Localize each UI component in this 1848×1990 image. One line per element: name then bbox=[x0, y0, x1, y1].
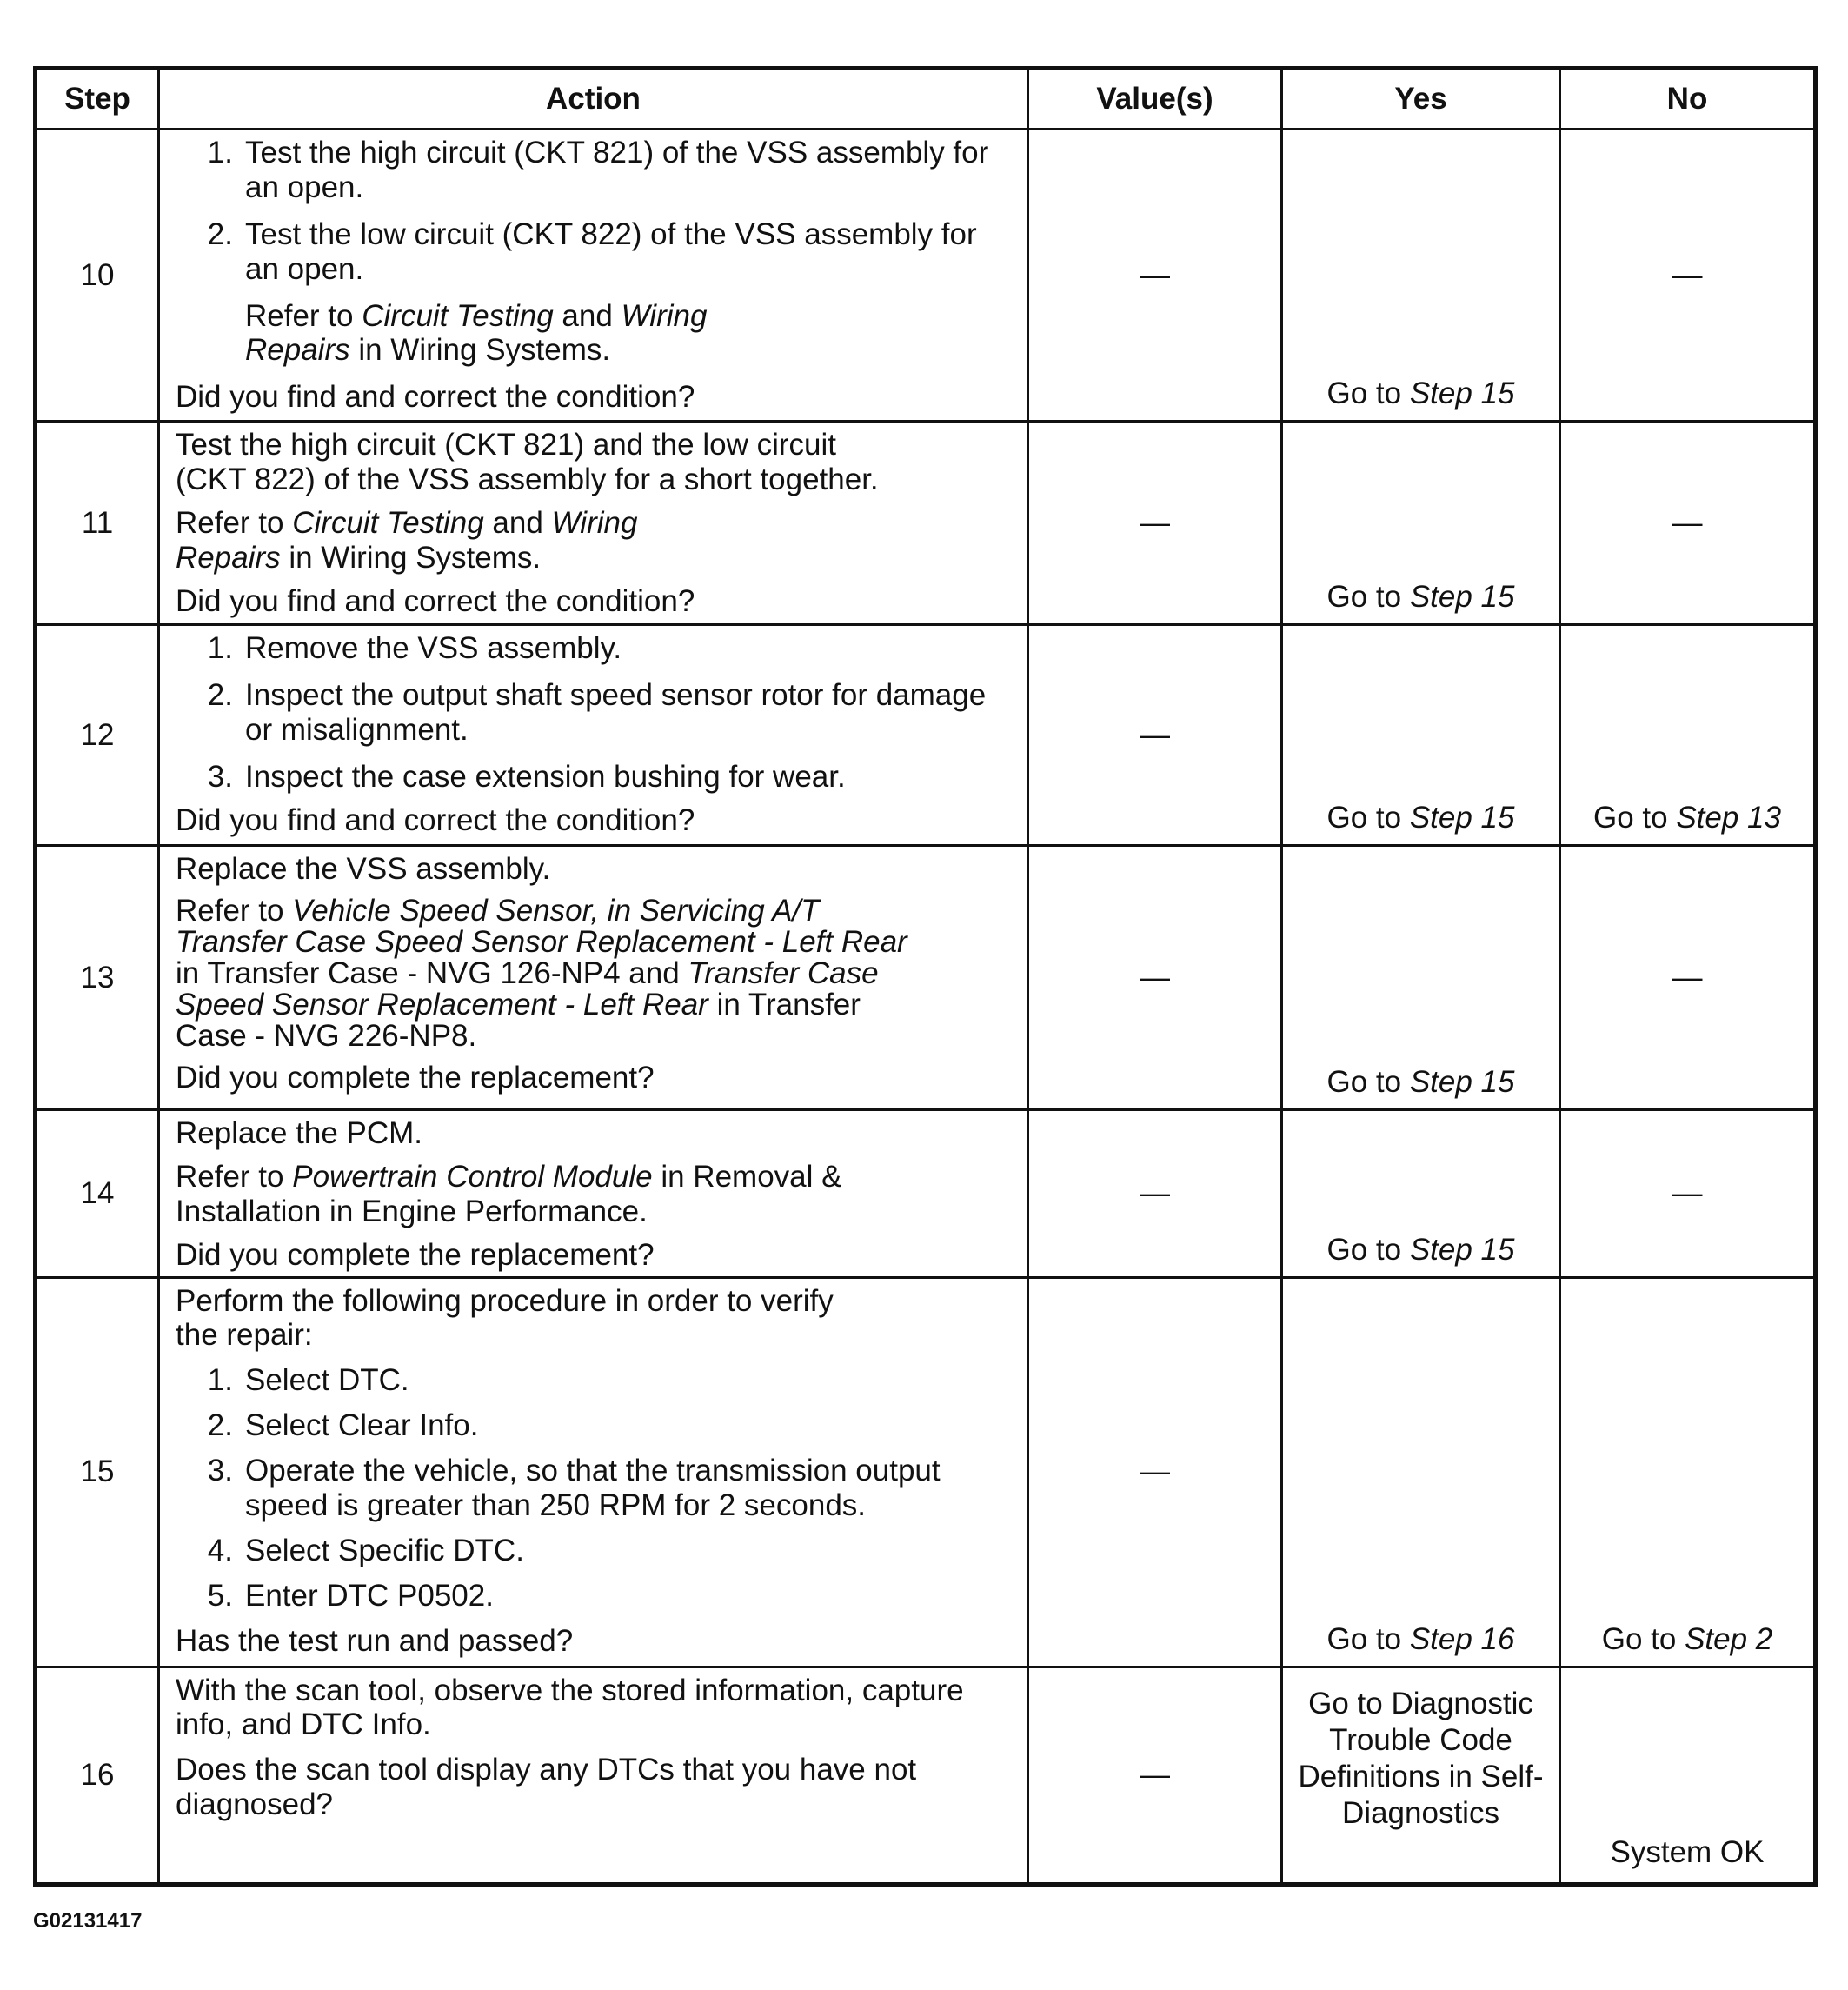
table-row bbox=[36, 1277, 1816, 1667]
step-number: 12 bbox=[36, 625, 159, 846]
list-item bbox=[176, 1534, 1014, 1568]
action-text: With the scan tool, observe the stored information, capture info, and DTC Info. bbox=[176, 1673, 964, 1742]
reference-link: Circuit Testing bbox=[362, 298, 554, 333]
action-text: Replace the PCM. bbox=[176, 1116, 423, 1150]
action-question: Did you find and correct the condition? bbox=[176, 583, 695, 618]
list-item bbox=[176, 1454, 1014, 1523]
yes-cell: Go to Step 15 bbox=[1282, 422, 1560, 625]
reference-text: Refer to Powertrain Control Module in Removal & Installation in Engine Performance. bbox=[176, 1159, 842, 1228]
reference-text: Refer to Circuit Testing and Wiring Repairs in Wiring Systems. bbox=[176, 505, 638, 575]
header-action: Action bbox=[159, 69, 1028, 130]
value-cell: — bbox=[1028, 1110, 1282, 1278]
table-row bbox=[36, 422, 1816, 625]
list-text: Select Clear Info. bbox=[245, 1408, 479, 1443]
table-row bbox=[36, 846, 1816, 1110]
step-number: 15 bbox=[36, 1277, 159, 1667]
step-number: 11 bbox=[36, 422, 159, 625]
diagnostic-table bbox=[33, 66, 1818, 1887]
list-item bbox=[176, 1579, 1014, 1614]
list-text: Inspect the case extension bushing for wear. bbox=[245, 759, 846, 794]
table-row bbox=[36, 1110, 1816, 1278]
action-text: Perform the following procedure in order to verify the repair: bbox=[176, 1283, 834, 1353]
action-text: Test the high circuit (CKT 821) and the low circuit (CKT 822) of the VSS assembly for a short together. bbox=[176, 428, 879, 496]
no-cell: — bbox=[1560, 130, 1816, 422]
list-item bbox=[176, 217, 1014, 287]
header-values: Value(s) bbox=[1028, 69, 1282, 130]
list-number: 5. bbox=[207, 1578, 233, 1613]
list-item bbox=[176, 1363, 1014, 1398]
yes-cell: Go to Diagnostic Trouble Code Definitions in Self-Diagnostics bbox=[1282, 1667, 1560, 1884]
value-cell: — bbox=[1028, 1667, 1282, 1884]
list-text: Select DTC. bbox=[245, 1363, 409, 1398]
list-number: 3. bbox=[207, 1454, 233, 1488]
table-row bbox=[36, 1667, 1816, 1884]
yes-cell: Go to Step 15 bbox=[1282, 846, 1560, 1110]
action-question: Did you complete the replacement? bbox=[176, 1237, 655, 1272]
list-item bbox=[176, 1408, 1014, 1443]
no-cell: System OK bbox=[1560, 1667, 1816, 1884]
action-cell bbox=[159, 1667, 1028, 1884]
yes-cell: Go to Step 15 bbox=[1282, 625, 1560, 846]
action-question: Does the scan tool display any DTCs that you have not diagnosed? bbox=[176, 1753, 917, 1822]
no-cell: — bbox=[1560, 1110, 1816, 1278]
action-cell bbox=[159, 625, 1028, 846]
action-cell bbox=[159, 1277, 1028, 1667]
list-item bbox=[176, 631, 1014, 666]
list-text: Operate the vehicle, so that the transmission output speed is greater than 250 RPM for 2 seconds. bbox=[245, 1454, 941, 1523]
list-number: 2. bbox=[207, 1408, 233, 1443]
header-step: Step bbox=[36, 69, 159, 130]
step-number: 16 bbox=[36, 1667, 159, 1884]
action-question: Did you complete the replacement? bbox=[176, 1061, 655, 1095]
value-cell: — bbox=[1028, 625, 1282, 846]
reference-link: Transfer Case Speed Sensor Replacement - Left Rear bbox=[176, 955, 879, 1022]
table-row bbox=[36, 130, 1816, 422]
value-cell: — bbox=[1028, 846, 1282, 1110]
action-list bbox=[176, 1363, 1014, 1613]
list-number: 4. bbox=[207, 1533, 233, 1567]
action-cell bbox=[159, 1110, 1028, 1278]
list-number: 2. bbox=[207, 677, 233, 712]
no-cell: — bbox=[1560, 846, 1816, 1110]
no-cell: Go to Step 13 bbox=[1560, 625, 1816, 846]
list-item bbox=[176, 678, 1014, 748]
list-text: Inspect the output shaft speed sensor rotor for damage or misalignment. bbox=[245, 677, 987, 747]
action-text: Replace the VSS assembly. bbox=[176, 852, 551, 886]
reference-link: Circuit Testing bbox=[292, 505, 484, 540]
reference-link: Wiring Repairs bbox=[245, 298, 708, 368]
reference-text: Refer to Circuit Testing and Wiring Repairs in Wiring Systems. bbox=[245, 298, 708, 368]
action-question: Has the test run and passed? bbox=[176, 1623, 574, 1658]
action-cell bbox=[159, 130, 1028, 422]
yes-cell: Go to Step 16 bbox=[1282, 1277, 1560, 1667]
list-number: 1. bbox=[207, 631, 233, 665]
figure-id: G02131417 bbox=[33, 1909, 143, 1933]
table-row bbox=[36, 625, 1816, 846]
list-text: Select Specific DTC. bbox=[245, 1533, 524, 1567]
action-list bbox=[176, 136, 1014, 287]
value-cell: — bbox=[1028, 130, 1282, 422]
list-text: Test the high circuit (CKT 821) of the VSS assembly for an open. bbox=[245, 136, 989, 204]
reference-link: Vehicle Speed Sensor, in Servicing A/T Transfer Case Speed Sensor Replacement - Left Rear bbox=[176, 893, 907, 959]
no-cell: — bbox=[1560, 422, 1816, 625]
step-number: 10 bbox=[36, 130, 159, 422]
list-number: 1. bbox=[207, 136, 233, 170]
action-question: Did you find and correct the condition? bbox=[176, 380, 695, 415]
list-number: 3. bbox=[207, 759, 233, 794]
action-list bbox=[176, 631, 1014, 795]
header-no: No bbox=[1560, 69, 1816, 130]
step-number: 13 bbox=[36, 846, 159, 1110]
list-text: Enter DTC P0502. bbox=[245, 1578, 494, 1613]
header-yes: Yes bbox=[1282, 69, 1560, 130]
list-item bbox=[176, 760, 1014, 795]
yes-cell: Go to Step 15 bbox=[1282, 1110, 1560, 1278]
list-item bbox=[176, 136, 1014, 205]
value-cell: — bbox=[1028, 1277, 1282, 1667]
list-number: 2. bbox=[207, 216, 233, 251]
reference-link: Wiring Repairs bbox=[176, 505, 638, 575]
header-row bbox=[36, 69, 1816, 130]
action-question: Did you find and correct the condition? bbox=[176, 802, 695, 837]
list-text: Remove the VSS assembly. bbox=[245, 631, 622, 665]
action-cell bbox=[159, 422, 1028, 625]
list-text: Test the low circuit (CKT 822) of the VSS assembly for an open. bbox=[245, 216, 977, 286]
value-cell: — bbox=[1028, 422, 1282, 625]
reference-link: Powertrain Control Module bbox=[292, 1159, 653, 1194]
reference-text: Refer to Vehicle Speed Sensor, in Servicing A/T Transfer Case Speed Sensor Replacement - Left Rear in Transfer Case - NVG 126-NP4 and Transfer Case Speed Sensor Replacement - Left Rear in Transfer Case - NVG 226-NP8. bbox=[176, 893, 907, 1054]
yes-cell: Go to Step 15 bbox=[1282, 130, 1560, 422]
list-number: 1. bbox=[207, 1363, 233, 1398]
step-number: 14 bbox=[36, 1110, 159, 1278]
no-cell: Go to Step 2 bbox=[1560, 1277, 1816, 1667]
action-cell bbox=[159, 846, 1028, 1110]
